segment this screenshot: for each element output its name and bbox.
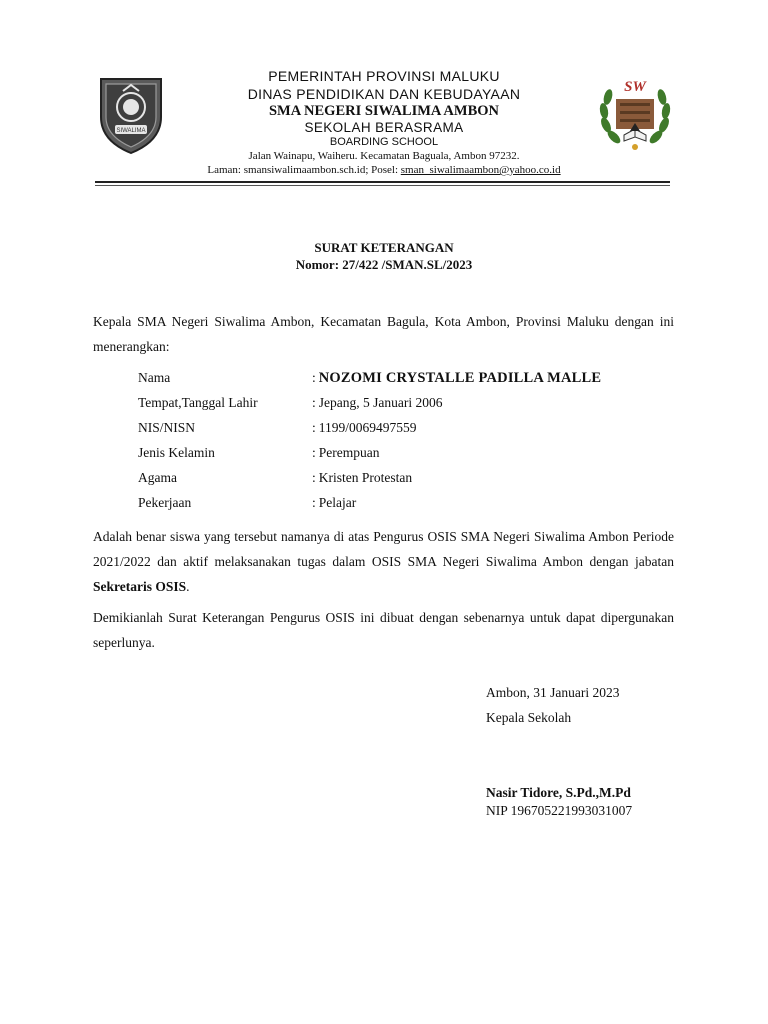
field-value-religion: Kristen Protestan [318,470,413,485]
emblem-monogram: SW [624,79,646,95]
signature-role: Kepala Sekolah [486,710,572,725]
letter-page: SIWALIMA SW PEMERINTAH PROVINSI MALUKU DINAS PENDIDIKAN DAN KEBUDAYAAN SMA NEGERI SIWALIMA AMBON SEKOLAH BERASRAMA BOARDING SCHOOL Jalan Wainapu, Waiheru. Kecamatan Baguala, Ambon 97232. Laman: smansiwalimaambon.sch.id; Posel: sman_siwalimaambon@yahoo.co.id SURAT KETERANGAN Nomor: 27/422 /SMAN.SL/2023 Kepala SMA Negeri Siwalima Ambon, Kecamatan Bagula, Kota Ambon, Provinsi Maluku dengan ini menerangkan: Nama : NOZOMI CRYSTALLE PADILLA MALLE Tempat,Tanggal Lahir : Jepang, 5 Januari 2006 NIS/NISN : 1199/0069497559 Jenis Kelamin : Perempuan Agama : Kristen Protestan Pekerjaan : Pelajar Adalah benar siswa yang tersebut namanya di atas Pengurus OSIS SMA Negeri Siwalima Ambon Periode 2021/2022 dan aktif melaksanakan tugas dalam OSIS SMA Negeri Siwalima Ambon dengan jabatan Sekretaris OSIS. Demikianlah Surat Keterangan Pengurus OSIS ini dibuat dengan sebenarnya untuk dapat dipergunakan seperlunya. Ambon, 31 Januari 2023 Kepala Sekolah Nasir Tidore, S.Pd.,M.Pd NIP 196705221993031007 [93,68,674,818]
field-label: Jenis Kelamin [138,445,215,460]
document-title: SURAT KETERANGAN [314,240,454,255]
letterhead-school-name: SMA NEGERI SIWALIMA AMBON [268,103,500,119]
document-number: Nomor: 27/422 /SMAN.SL/2023 [295,257,473,272]
field-value-nis: 1199/0069497559 [318,420,417,435]
field-label: Pekerjaan [138,495,192,510]
letterhead-website: Laman: smansiwalimaambon.sch.id; Posel: [207,164,401,176]
signature-place-date: Ambon, 31 Januari 2023 [486,685,620,700]
letterhead-department: DINAS PENDIDIKAN DAN KEBUDAYAAN [247,86,521,102]
letterhead-contact [150,164,618,176]
letterhead-government: PEMERINTAH PROVINSI MALUKU [268,68,500,84]
statement-text: Adalah benar siswa yang tersebut namanya di atas Pengurus OSIS SMA Negeri Siwalima Ambon Periode 2021/2022 dan aktif melaksanakan tugas dalam OSIS SMA Negeri Siwalima Ambon dengan jabatan [93,529,674,569]
field-label: Nama [138,370,171,385]
crest-ribbon-text: SIWALIMA [116,128,146,134]
field-label: NIS/NISN [138,420,196,435]
letterhead-divider-thick [95,181,670,183]
signature-name: Nasir Tidore, S.Pd.,M.Pd [486,785,631,800]
field-value-gender: Perempuan [318,445,380,460]
signature-nip: NIP 196705221993031007 [486,803,633,818]
field-value-occupation: Pelajar [318,495,357,510]
letterhead-address: Jalan Wainapu, Waiheru. Kecamatan Baguala, Ambon 97232. [248,150,520,162]
statement-end: . [186,579,190,594]
field-value-name: NOZOMI CRYSTALLE PADILLA MALLE [318,370,602,386]
letterhead-divider-thin [95,185,670,186]
letterhead-email-link[interactable]: sman_siwalimaambon@yahoo.co.id [400,164,561,176]
letterhead-school-type: SEKOLAH BERASRAMA [304,120,464,135]
position-title: Sekretaris OSIS [93,579,187,594]
field-label: Agama [138,470,177,485]
statement-paragraph [93,524,674,599]
field-label: Tempat,Tanggal Lahir [138,395,258,410]
letterhead-boarding: BOARDING SCHOOL [329,136,439,148]
field-value-birth: Jepang, 5 Januari 2006 [318,395,443,410]
closing-paragraph: Demikianlah Surat Keterangan Pengurus OSIS ini dibuat dengan sebenarnya untuk dapat dipergunakan seperlunya. [93,610,674,650]
intro-paragraph: Kepala SMA Negeri Siwalima Ambon, Kecamatan Bagula, Kota Ambon, Provinsi Maluku dengan ini menerangkan: [93,314,674,354]
